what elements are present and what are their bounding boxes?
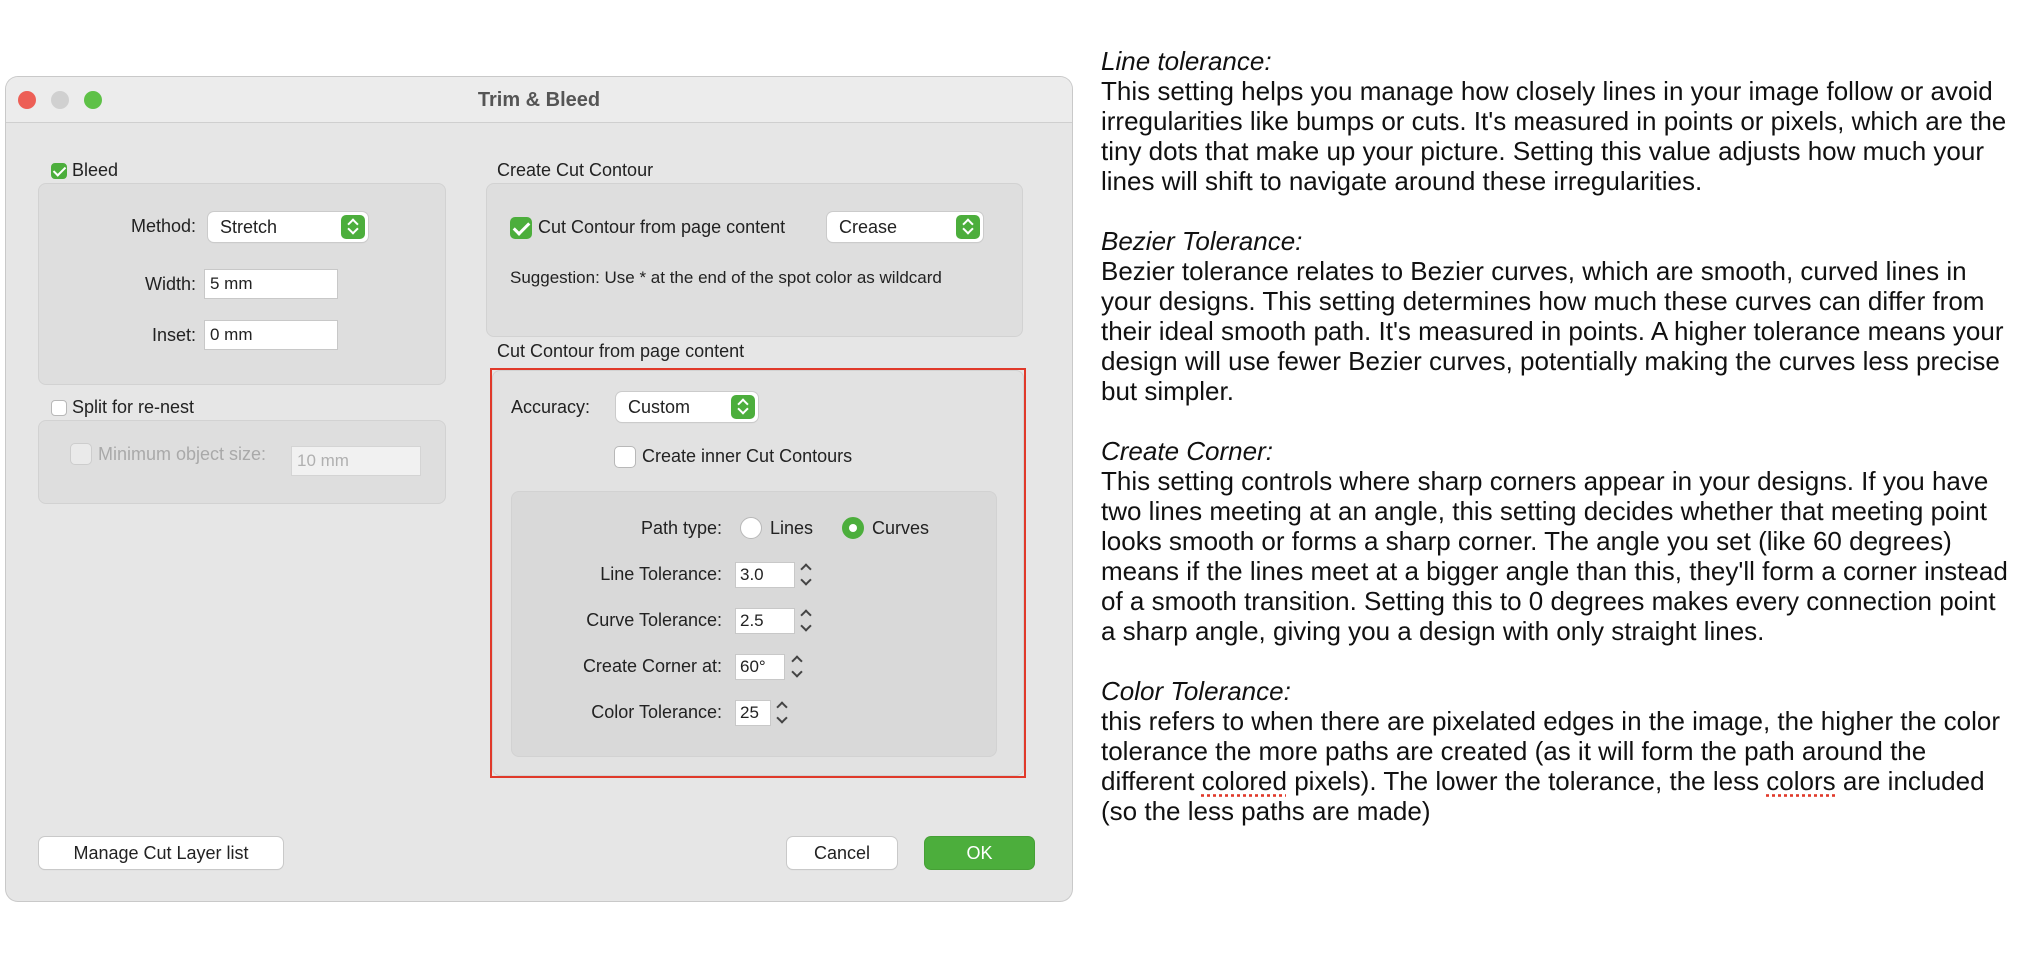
misspelled-word: colors [1766, 766, 1836, 796]
help-body: Bezier tolerance relates to Bezier curves, which are smooth, curved lines in your designs. This setting determines how much these curves can differ from their ideal smooth path. It's measured in points. A higher tolerance means your design will use fewer Bezier curves, potentially making the curves less precise but simpler. [1101, 256, 2004, 406]
misspelled-word: colored [1201, 766, 1287, 796]
help-heading: Line tolerance: [1101, 46, 1272, 76]
help-body [1101, 706, 2011, 826]
path-type-curves-label: Curves [872, 518, 930, 538]
color-tolerance-field[interactable]: 25 [735, 700, 771, 726]
inset-label: Inset: [151, 325, 196, 345]
minimum-size-checkbox[interactable] [70, 443, 92, 465]
help-text-part: this refers to when there are pixelated edges in the image, the higher the color tolerance the more paths are created (as it will form the path around the different [1101, 706, 2000, 796]
cancel-button[interactable]: Cancel [787, 837, 897, 869]
help-body: This setting controls where sharp corners appear in your designs. If you have two lines meeting at an angle, this setting decides whether that meeting point looks smooth or forms a sharp corner. The angle you set (like 60 degrees) means if the lines meet at a bigger angle than this, they'll form a corner instead of a smooth transition. Setting this to 0 degrees makes every connection point a sharp angle, giving you a design with only straight lines. [1101, 466, 2008, 646]
help-body: This setting helps you manage how closely lines in your image follow or avoid irregularities like bumps or cuts. It's measured in points or pixels, which are the tiny dots that make up your picture. Setting this value adjusts how much your lines will shift to navigate around these irregularities. [1101, 76, 2007, 196]
accuracy-popup[interactable] [616, 392, 758, 422]
help-section-create-corner [1101, 436, 2011, 646]
cut-contour-content-section-label: Cut Contour from page content [497, 341, 745, 361]
help-section-line-tolerance [1101, 46, 2011, 196]
cut-type-value: Crease [839, 217, 898, 237]
path-type-curves-radio[interactable] [842, 517, 864, 539]
cut-contour-checkbox[interactable] [510, 217, 532, 239]
create-corner-stepper[interactable] [788, 651, 806, 681]
cut-contour-label: Cut Contour from page content [538, 217, 786, 237]
popup-arrows-icon [956, 215, 980, 239]
minimum-size-field[interactable]: 10 mm [291, 446, 421, 476]
ok-button[interactable]: OK [925, 837, 1034, 869]
curve-tolerance-field[interactable]: 2.5 [735, 608, 795, 634]
window-title: Trim & Bleed [477, 89, 601, 111]
bleed-checkbox[interactable] [51, 163, 67, 179]
width-field[interactable]: 5 mm [204, 269, 338, 299]
line-tolerance-stepper[interactable] [797, 559, 815, 589]
cut-type-popup[interactable] [827, 212, 983, 242]
help-text-part: are included (so the less paths are made) [1101, 766, 1985, 826]
path-type-lines-radio[interactable] [740, 517, 762, 539]
help-text-part: pixels). The lower the tolerance, the less [1286, 766, 1767, 796]
path-type-label: Path type: [640, 518, 722, 538]
popup-arrows-icon [731, 395, 755, 419]
minimum-size-label: Minimum object size: [98, 444, 267, 464]
create-corner-label: Create Corner at: [582, 656, 722, 676]
help-text-panel [1101, 46, 2011, 856]
color-tolerance-stepper[interactable] [773, 697, 791, 727]
accuracy-label: Accuracy: [511, 397, 591, 417]
bleed-label: Bleed [72, 160, 119, 180]
create-cut-contour-section-label: Create Cut Contour [497, 160, 654, 180]
help-heading: Create Corner: [1101, 436, 1273, 466]
path-type-lines-label: Lines [770, 518, 814, 538]
help-section-color-tolerance [1101, 676, 2011, 826]
help-heading: Bezier Tolerance: [1101, 226, 1303, 256]
method-value: Stretch [220, 217, 278, 237]
accuracy-value: Custom [628, 397, 691, 417]
popup-arrows-icon [341, 215, 365, 239]
line-tolerance-field[interactable]: 3.0 [735, 562, 795, 588]
curve-tolerance-label: Curve Tolerance: [586, 610, 722, 630]
help-heading: Color Tolerance: [1101, 676, 1291, 706]
method-popup[interactable] [208, 212, 368, 242]
trim-bleed-dialog [6, 77, 1072, 901]
title-bar [6, 77, 1072, 123]
suggestion-text: Suggestion: Use * at the end of the spot color as wildcard [510, 268, 942, 287]
width-label: Width: [144, 274, 196, 294]
color-tolerance-label: Color Tolerance: [591, 702, 722, 722]
line-tolerance-label: Line Tolerance: [600, 564, 722, 584]
inner-cut-contours-checkbox[interactable] [614, 446, 636, 468]
curve-tolerance-stepper[interactable] [797, 605, 815, 635]
create-corner-field[interactable]: 60° [735, 654, 785, 680]
split-renest-label: Split for re-nest [72, 397, 195, 417]
manage-cut-layer-list-button[interactable]: Manage Cut Layer list [39, 837, 283, 869]
split-renest-checkbox[interactable] [51, 400, 67, 416]
inset-field[interactable]: 0 mm [204, 320, 338, 350]
help-section-bezier-tolerance [1101, 226, 2011, 406]
method-label: Method: [130, 216, 196, 236]
create-cut-contour-group [486, 183, 1023, 337]
inner-cut-contours-label: Create inner Cut Contours [642, 446, 853, 466]
